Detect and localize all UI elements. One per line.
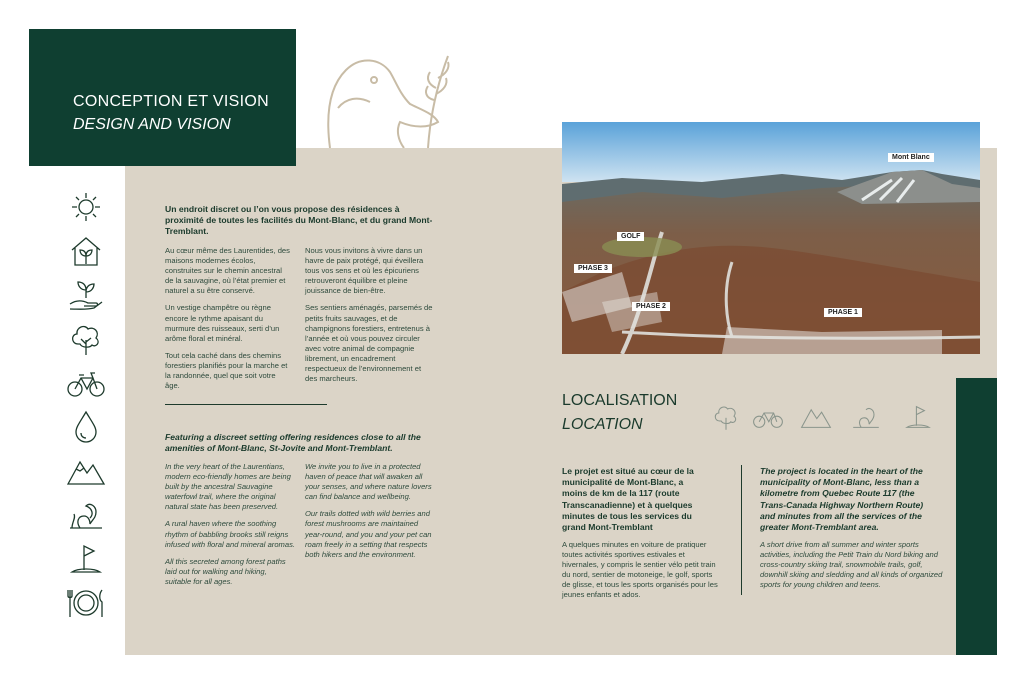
location-title xyxy=(562,392,677,434)
label-mont-blanc: Mont Blanc xyxy=(888,153,934,162)
mountains-icon xyxy=(66,454,106,488)
title-en: DESIGN AND VISION xyxy=(73,116,231,133)
location-fr-body: A quelques minutes en voiture de pratiquer toutes activités sportives estivales et hivernales, y compris le sentier vélo petit train du nord, sentier de motoneige, le golf, sports de glisse, et tous les sports organisés pour les jeunes enfants et ados. xyxy=(562,540,718,600)
column-divider xyxy=(741,465,742,595)
label-phase-2: PHASE 2 xyxy=(632,302,670,311)
section-divider xyxy=(165,404,327,405)
tree-icon xyxy=(66,322,106,356)
paragraph: Tout cela caché dans des chemins forestiers planifiés pour la marche et la randonnée, quel que soit votre âge. xyxy=(165,350,288,391)
plate-fork-knife-icon xyxy=(66,586,106,620)
paragraph: All this secreted among forest paths laid out for walking and hiking, suitable for all ages. xyxy=(165,556,286,586)
paragraph: Ses sentiers aménagés, parsemés de petits fruits sauvages, et de champignons forestiers, entretenus à l’année et où vous pouvez circuler avec votre animal de compagnie librement, un encadrement respectueux de l’environnement et des marcheurs. xyxy=(305,303,433,384)
design-fr-lead: Un endroit discret ou l’on vous propose des résidences à proximité de toutes les facilités du Mont-Blanc, et du grand Mont-Tremblant. xyxy=(165,204,433,237)
squirrel-icon xyxy=(66,498,106,532)
location-title-fr: LOCALISATION xyxy=(562,392,678,409)
label-phase-3: PHASE 3 xyxy=(574,264,612,273)
paragraph: Our trails dotted with wild berries and forest mushrooms are maintained year-round, and you and your pet can roam freely in a setting that respects both hikers and the environment. xyxy=(305,509,432,559)
paragraph: Nous vous invitons à vivre dans un havre de paix protégé, qui éveillera tous vos sens et où les épicuriens retrouveront équilibre et pleine jouissance de bien-être. xyxy=(305,246,424,296)
accent-bar xyxy=(956,378,997,655)
paragraph: We invite you to live in a protected haven of peace that will awaken all your senses, and where nature lovers can find balance and wellbeing. xyxy=(305,462,432,502)
paragraph: A rural haven where the soothing rhythm of babbling brooks still reigns infused with floral and mineral aromas. xyxy=(165,519,295,549)
design-fr-col1 xyxy=(165,246,291,398)
design-fr-col2 xyxy=(305,246,433,391)
squirrel-icon xyxy=(850,402,882,432)
location-title-en: LOCATION xyxy=(562,416,643,433)
section-title-box xyxy=(29,29,296,166)
mountains-icon xyxy=(800,402,832,432)
water-drop-icon xyxy=(66,410,106,444)
duck-logo-icon xyxy=(318,48,458,148)
label-golf: GOLF xyxy=(617,232,644,241)
title-fr: CONCEPTION ET VISION xyxy=(73,93,269,110)
tree-icon xyxy=(710,402,742,432)
location-en-lead: The project is located in the heart of the municipality of Mont-Blanc, less than a kilometre from Quebec Route 117 (the Trans-Canada Highway Northern Route) and minutes from all the services of the greater Mont-Tremblant area. xyxy=(760,466,924,532)
hand-plant-icon xyxy=(66,278,106,312)
design-en-lead: Featuring a discreet setting offering residences close to all the amenities of Mont-Blanc, St-Jovite and Mont-Tremblant. xyxy=(165,432,421,454)
design-en-col2 xyxy=(305,462,433,567)
house-plant-icon xyxy=(66,234,106,268)
aerial-photo xyxy=(562,122,980,354)
bicycle-icon xyxy=(66,366,106,400)
paragraph: Au cœur même des Laurentides, des maisons modernes écolos, construites sur le chemin ancestral de la sauvagine, où l’état premier et naturel a su être conservé. xyxy=(165,246,290,296)
sidebar-icons xyxy=(66,190,108,630)
golf-flag-icon xyxy=(902,402,934,432)
paragraph: Un vestige champêtre ou règne encore le rythme apaisant du murmure des ruisseaux, serti d’un arôme floral et minéral. xyxy=(165,303,280,343)
bicycle-icon xyxy=(752,402,784,432)
sun-icon xyxy=(66,190,106,224)
paragraph: In the very heart of the Laurentians, modern eco-friendly homes are being built by the ancestral Sauvagine waterfowl trail, where the original natural state has been preserved. xyxy=(165,462,291,512)
golf-flag-icon xyxy=(66,542,106,576)
label-phase-1: PHASE 1 xyxy=(824,308,862,317)
design-en-col1 xyxy=(165,462,295,594)
location-en-body: A short drive from all summer and winter sports activities, including the Petit Train du Nord biking and cross-country skiing trail, snowmobile trails, golf, downhill skiing and sledding and all kinds of organized sports for young children and teens. xyxy=(760,540,943,590)
location-fr-lead: Le projet est situé au cœur de la municipalité de Mont-Blanc, a moins de km de la 117 (route Transcanadienne) et à quelques minutes de tous les services du grand Mont-Tremblant xyxy=(562,466,694,532)
